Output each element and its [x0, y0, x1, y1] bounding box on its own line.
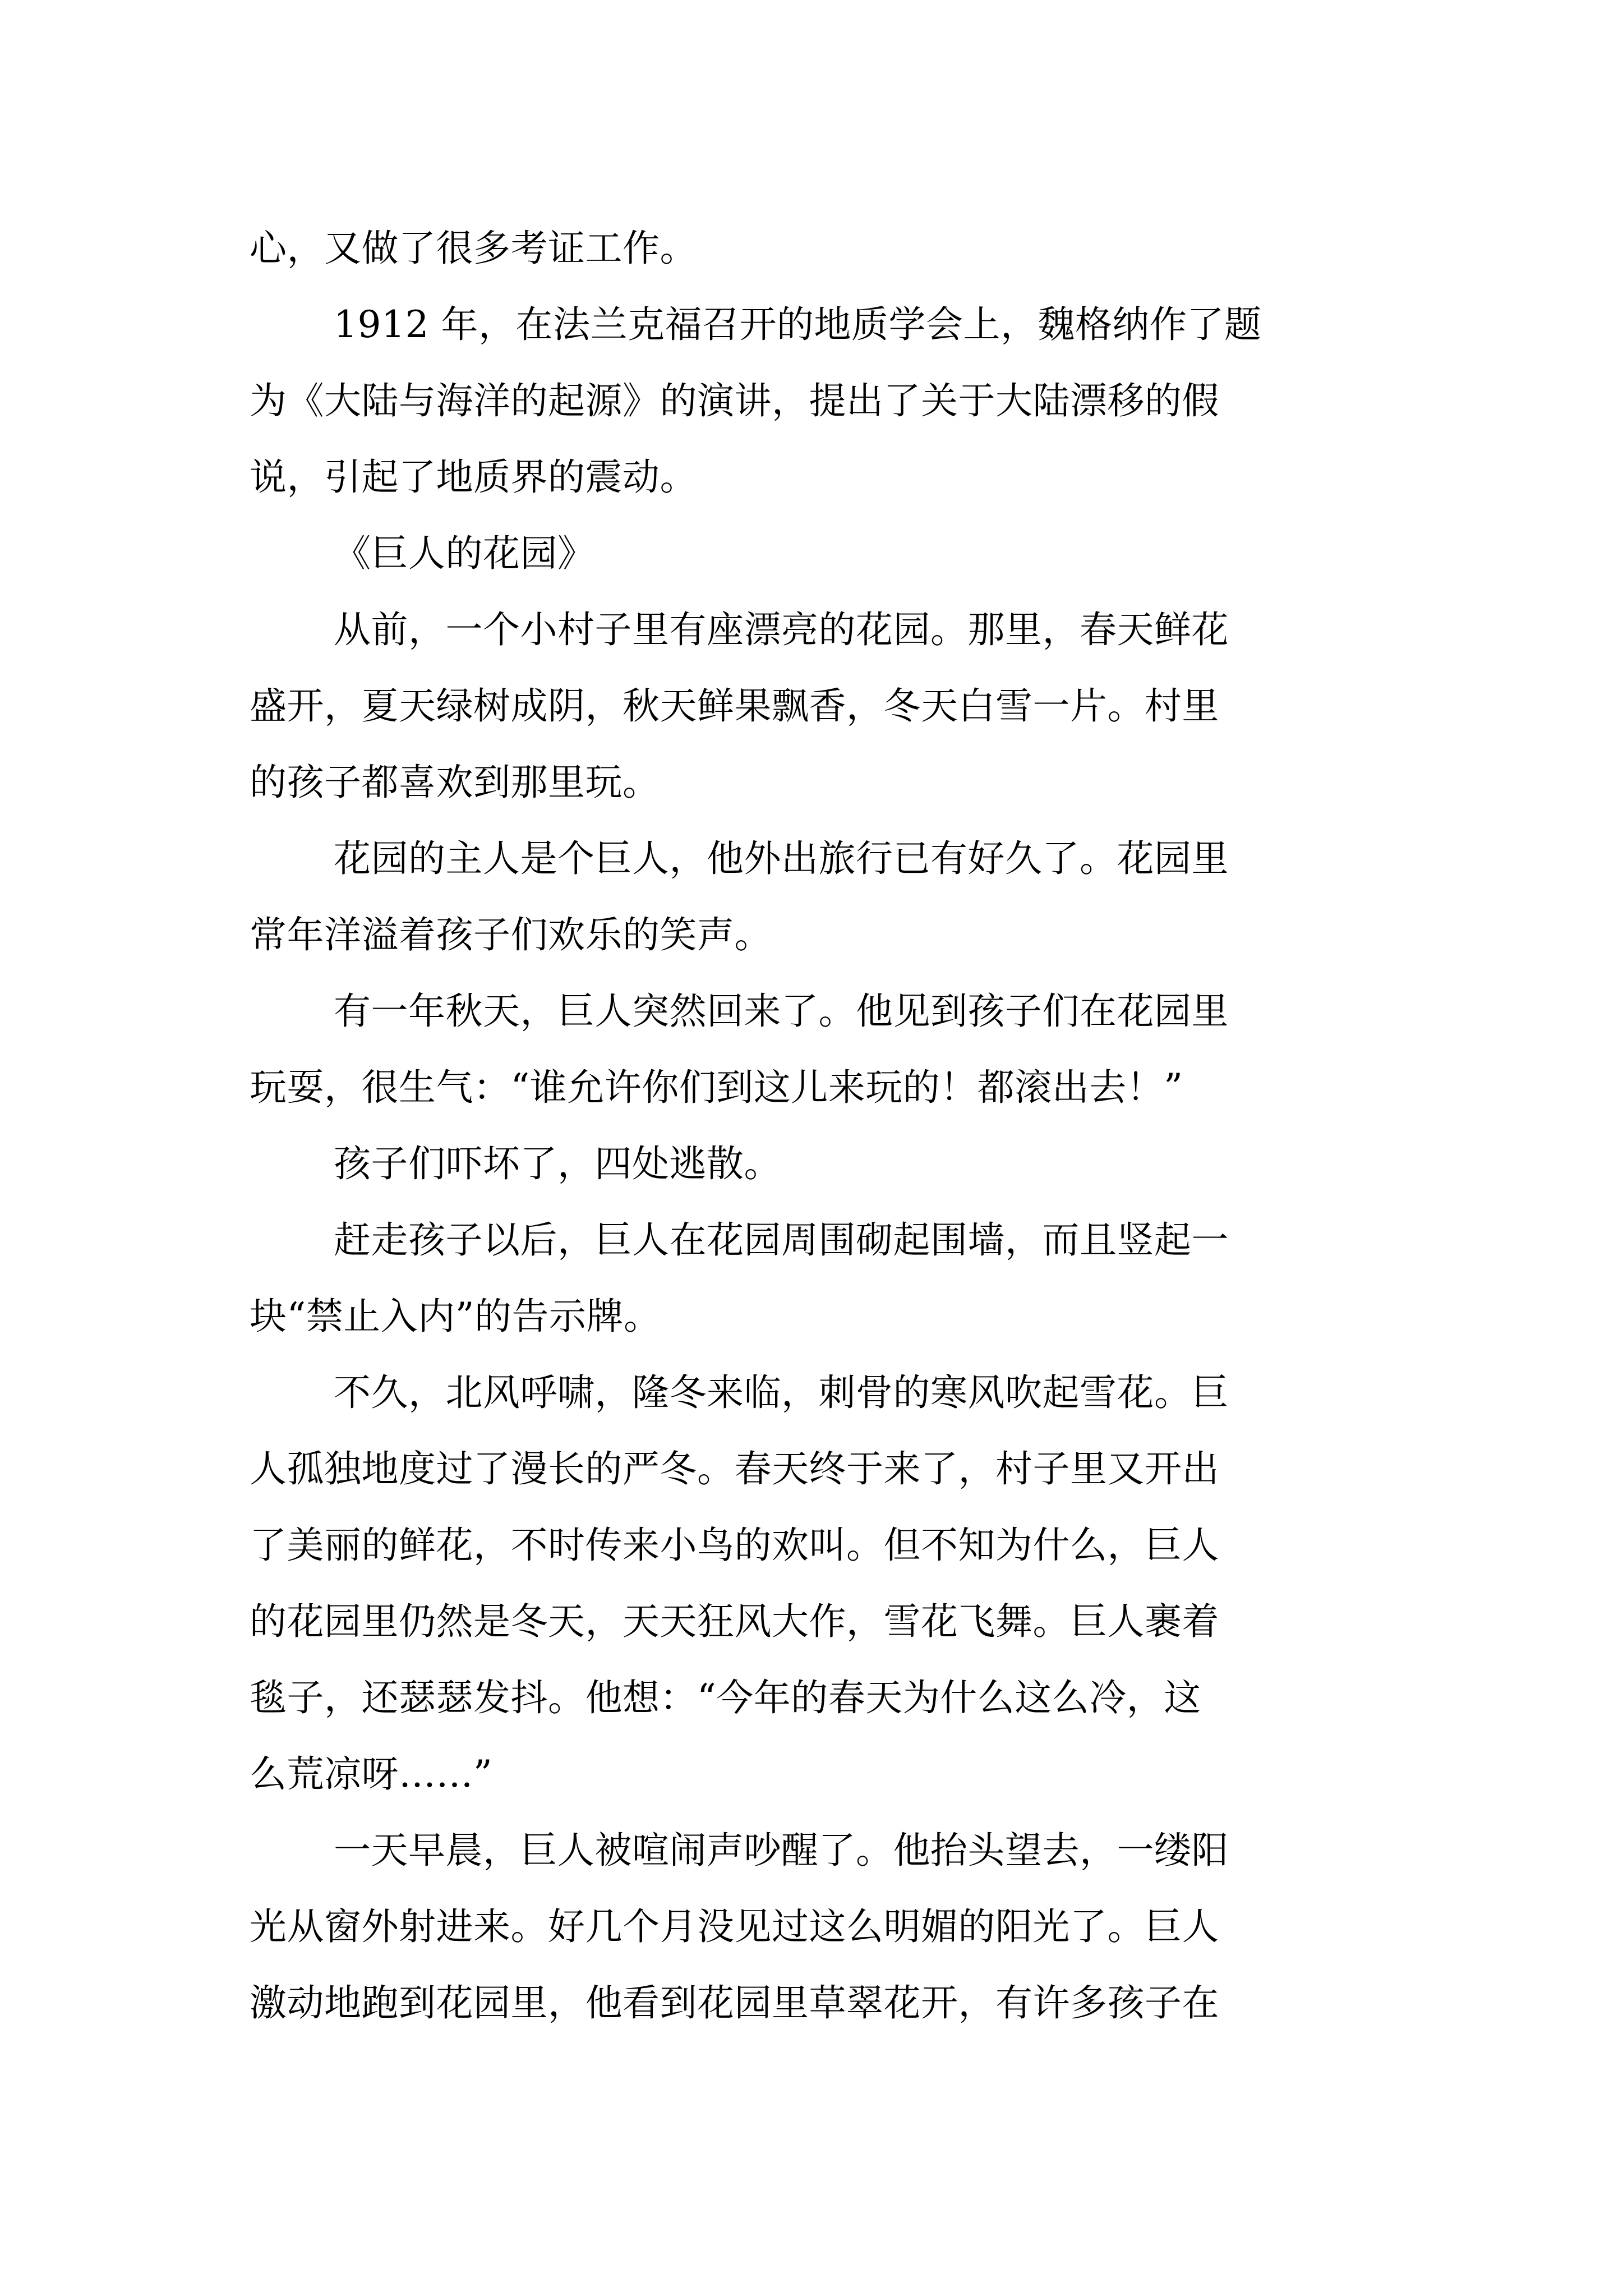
text-line: 毯子，还瑟瑟发抖。他想：“今年的春天为什么这么冷，这 — [250, 1676, 1201, 1719]
text-line: 常年洋溢着孩子们欢乐的笑声。 — [250, 913, 772, 956]
body-text — [250, 210, 1394, 2041]
text-line: 的孩子都喜欢到那里玩。 — [250, 761, 660, 804]
text-line: 从前，一个小村子里有座漂亮的花园。那里，春天鲜花 — [334, 608, 1229, 651]
text-line: 心，又做了很多考证工作。 — [250, 227, 697, 270]
text-line: 了美丽的鲜花，不时传来小鸟的欢叫。但不知为什么，巨人 — [250, 1524, 1219, 1567]
text-line: 一天早晨，巨人被喧闹声吵醒了。他抬头望去，一缕阳 — [334, 1829, 1229, 1872]
text-line: 1912 年，在法兰克福召开的地质学会上，魏格纳作了题 — [334, 303, 1262, 346]
text-line: 玩耍，很生气：“谁允许你们到这儿来玩的！都滚出去！” — [250, 1066, 1183, 1109]
text-line: 块“禁止入内”的告示牌。 — [250, 1295, 661, 1338]
story-title: 《巨人的花园》 — [334, 532, 595, 575]
text-line: 盛开，夏天绿树成阴，秋天鲜果飘香，冬天白雪一片。村里 — [250, 684, 1219, 728]
text-line: 的花园里仍然是冬天，天天狂风大作，雪花飞舞。巨人裹着 — [250, 1600, 1219, 1643]
text-line: 么荒凉呀……” — [250, 1752, 493, 1796]
text-line: 激动地跑到花园里，他看到花园里草翠花开，有许多孩子在 — [250, 1981, 1219, 2024]
text-line: 不久，北风呼啸，隆冬来临，刺骨的寒风吹起雪花。巨 — [334, 1371, 1229, 1414]
text-line: 说，引起了地质界的震动。 — [250, 455, 697, 499]
text-line: 为《大陆与海洋的起源》的演讲，提出了关于大陆漂移的假 — [250, 379, 1219, 422]
text-line: 人孤独地度过了漫长的严冬。春天终于来了，村子里又开出 — [250, 1447, 1219, 1490]
text-line: 花园的主人是个巨人，他外出旅行已有好久了。花园里 — [334, 837, 1229, 880]
text-line: 赶走孩子以后，巨人在花园周围砌起围墙，而且竖起一 — [334, 1218, 1229, 1262]
text-line: 孩子们吓坏了，四处逃散。 — [334, 1142, 781, 1185]
text-line: 有一年秋天，巨人突然回来了。他见到孩子们在花园里 — [334, 990, 1229, 1033]
text-line: 光从窗外射进来。好几个月没见过这么明媚的阳光了。巨人 — [250, 1905, 1219, 1948]
